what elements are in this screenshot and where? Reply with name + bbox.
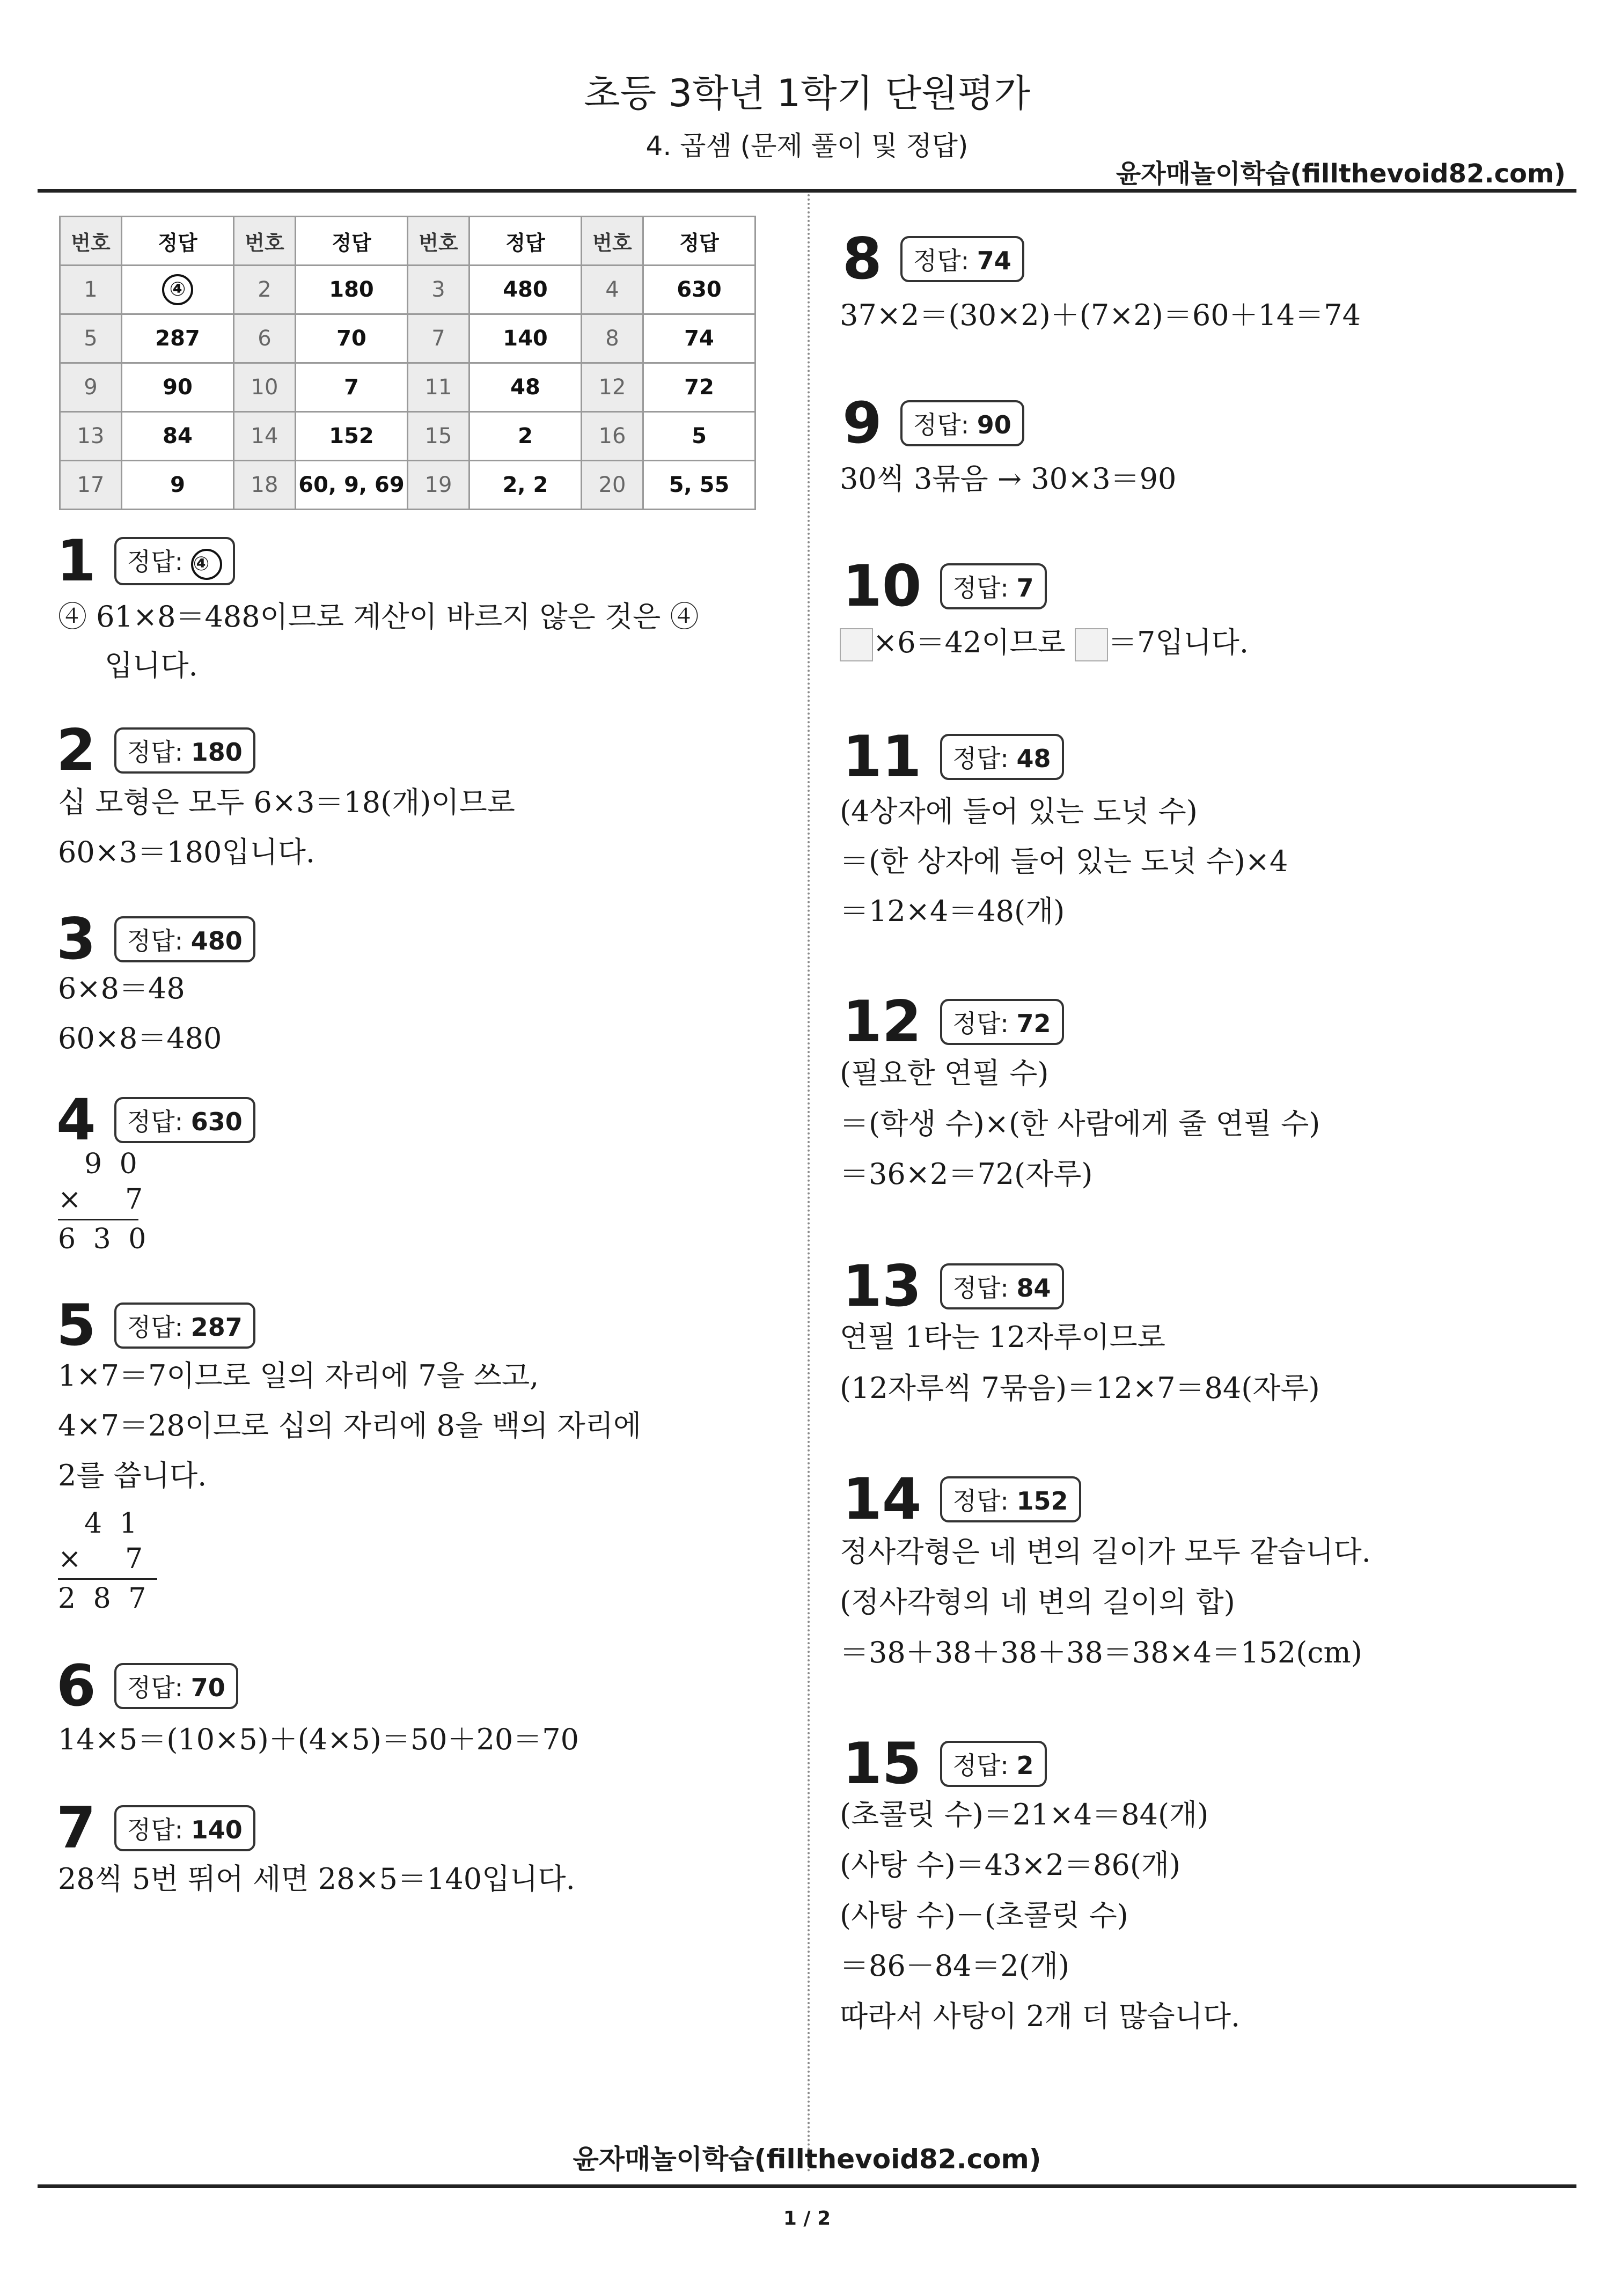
blank-box [1075, 628, 1108, 661]
answer-table-header [60, 217, 755, 266]
table-cell: 13 [60, 412, 122, 461]
answer-value: 2 [1016, 1751, 1034, 1780]
table-header-cell: 번호 [582, 217, 643, 266]
answer-box [114, 1097, 255, 1143]
table-row [60, 461, 755, 510]
solution-line: (12자루씩 7묶음)＝12×7＝84(자루) [840, 1371, 1320, 1405]
table-row [60, 363, 755, 412]
table-cell: 17 [60, 461, 122, 510]
answer-label: 정답: [952, 1751, 1017, 1780]
vertical-calc-row: 9 0 [58, 1148, 142, 1180]
table-cell: 630 [643, 266, 755, 314]
problem-14-heading [842, 1466, 1081, 1532]
problem-3-heading [56, 906, 255, 972]
solution-line: 60×3＝180입니다. [58, 835, 316, 869]
table-cell: 2, 2 [469, 461, 582, 510]
vertical-calc-row: × 7 [58, 1183, 148, 1216]
answer-label: 정답: [127, 926, 191, 955]
blank-box [840, 628, 873, 661]
solution-line: 연필 1타는 12자루이므로 [840, 1320, 1165, 1354]
solution-line: 입니다. [105, 649, 198, 682]
table-cell: 6 [234, 314, 296, 363]
answer-value: 70 [190, 1673, 225, 1702]
page-number: 1 / 2 [783, 2207, 831, 2229]
answer-value: 630 [190, 1107, 243, 1136]
table-cell: 2 [234, 266, 296, 314]
answer-label: 정답: [127, 1107, 191, 1136]
answer-value: 72 [1016, 1009, 1051, 1038]
table-cell: 152 [296, 412, 408, 461]
solution-line: 따라서 사탕이 2개 더 많습니다. [840, 1999, 1241, 2033]
answer-label: 정답: [127, 1815, 191, 1844]
problem-number: 8 [842, 226, 882, 292]
table-cell: 11 [408, 363, 469, 412]
problem-number: 3 [56, 906, 96, 972]
answer-value: 140 [190, 1815, 243, 1844]
answer-box [940, 1263, 1064, 1309]
answer-value: 287 [190, 1313, 243, 1342]
table-cell: 180 [296, 266, 408, 314]
solution-line: (초콜릿 수)＝21×4＝84(개) [840, 1798, 1209, 1831]
solution-line: 십 모형은 모두 6×3＝18(개)이므로 [58, 785, 515, 819]
answer-label: 정답: [952, 1486, 1017, 1515]
solution-line: (4상자에 들어 있는 도넛 수) [840, 794, 1198, 828]
problem-12-heading [842, 989, 1064, 1055]
table-row [60, 266, 755, 314]
table-cell [122, 266, 234, 314]
table-cell: 5 [643, 412, 755, 461]
table-cell: 9 [122, 461, 234, 510]
problem-number: 6 [56, 1653, 96, 1719]
solution-line [840, 620, 1249, 661]
problem-number: 1 [56, 528, 96, 594]
solution-line: 30씩 3묶음 → 30×3＝90 [840, 462, 1177, 496]
answer-box [940, 1741, 1047, 1787]
table-cell: 287 [122, 314, 234, 363]
table-cell: 8 [582, 314, 643, 363]
circled-answer: ④ [162, 274, 193, 305]
answer-box [940, 734, 1064, 780]
table-cell: 14 [234, 412, 296, 461]
table-header-cell: 정답 [643, 217, 755, 266]
table-cell: 74 [643, 314, 755, 363]
answer-box [940, 563, 1047, 609]
solution-line: ＝36×2＝72(자루) [840, 1157, 1093, 1191]
solution-line: ＝12×4＝48(개) [840, 894, 1065, 928]
table-cell: 5 [60, 314, 122, 363]
solution-line: ＝86－84＝2(개) [840, 1949, 1070, 1983]
table-cell: 4 [582, 266, 643, 314]
answer-value: 74 [977, 246, 1011, 275]
solution-line: 6×8＝48 [58, 972, 185, 1005]
column-divider [808, 194, 810, 2174]
table-cell: 84 [122, 412, 234, 461]
table-cell: 7 [296, 363, 408, 412]
answer-value: 180 [190, 738, 243, 767]
answer-value: 7 [1016, 573, 1034, 602]
solution-line: 정사각형은 네 변의 길이가 모두 같습니다. [840, 1535, 1371, 1569]
table-cell: 70 [296, 314, 408, 363]
table-row [60, 314, 755, 363]
table-cell: 15 [408, 412, 469, 461]
problem-4-heading [56, 1087, 255, 1153]
answer-box [900, 236, 1024, 282]
answer-label: 정답: [952, 573, 1017, 602]
solution-line: ＝38＋38＋38＋38＝38×4＝152(cm) [840, 1636, 1362, 1669]
circled-answer: ④ [191, 549, 222, 580]
answer-box [114, 1302, 255, 1349]
solution-line: (사탕 수)－(초콜릿 수) [840, 1898, 1128, 1932]
solution-line: ＝(학생 수)×(한 사람에게 줄 연필 수) [840, 1107, 1320, 1140]
answer-label: 정답: [952, 1009, 1017, 1038]
table-cell: 7 [408, 314, 469, 363]
solution-text: ＝7입니다. [1107, 625, 1249, 659]
solution-line: 14×5＝(10×5)＋(4×5)＝50＋20＝70 [58, 1723, 579, 1756]
solution-line: 2를 씁니다. [58, 1459, 207, 1492]
problem-number: 15 [842, 1731, 922, 1797]
problem-number: 9 [842, 390, 882, 456]
table-cell: 48 [469, 363, 582, 412]
answer-box [114, 1663, 238, 1709]
table-cell: 1 [60, 266, 122, 314]
table-cell: 3 [408, 266, 469, 314]
answer-box [114, 1805, 255, 1851]
solution-line: (사탕 수)＝43×2＝86(개) [840, 1848, 1181, 1882]
answer-value: 90 [977, 410, 1011, 439]
answer-label: 정답: [952, 744, 1017, 773]
table-cell: 480 [469, 266, 582, 314]
table-header-cell: 정답 [122, 217, 234, 266]
answer-label: 정답: [127, 738, 191, 767]
site-credit-bottom: 윤자매놀이학습(fillthevoid82.com) [573, 2144, 1041, 2175]
answer-label: 정답: [913, 246, 977, 275]
calc-underline [58, 1578, 157, 1580]
problem-number: 11 [842, 724, 922, 790]
problem-10-heading [842, 553, 1047, 619]
page-title: 초등 3학년 1학기 단원평가 [583, 71, 1031, 115]
table-cell: 10 [234, 363, 296, 412]
answer-label: 정답: [127, 547, 191, 576]
vertical-calc-row: 4 1 [58, 1507, 142, 1540]
header-rule [38, 189, 1576, 193]
table-cell: 18 [234, 461, 296, 510]
problem-7-heading [56, 1795, 255, 1861]
answer-box [900, 400, 1024, 446]
calc-underline [58, 1219, 138, 1220]
answer-label: 정답: [127, 1313, 191, 1342]
solution-line: 4×7＝28이므로 십의 자리에 8을 백의 자리에 [58, 1409, 642, 1443]
table-cell: 19 [408, 461, 469, 510]
table-cell: 72 [643, 363, 755, 412]
problem-number: 4 [56, 1087, 96, 1153]
problem-number: 14 [842, 1466, 922, 1532]
answer-box [114, 916, 255, 962]
table-row [60, 412, 755, 461]
table-header-cell: 정답 [296, 217, 408, 266]
table-cell: 2 [469, 412, 582, 461]
table-cell: 5, 55 [643, 461, 755, 510]
table-header-cell: 번호 [408, 217, 469, 266]
table-header-cell: 번호 [60, 217, 122, 266]
answer-box [940, 999, 1064, 1045]
problem-1-heading [56, 528, 235, 594]
page-subtitle: 4. 곱셈 (문제 풀이 및 정답) [645, 130, 969, 161]
problem-number: 13 [842, 1253, 922, 1319]
answer-value: 48 [1016, 744, 1051, 773]
problem-2-heading [56, 717, 255, 783]
table-cell: 16 [582, 412, 643, 461]
answer-box [114, 537, 235, 585]
table-cell: 12 [582, 363, 643, 412]
table-header-cell: 번호 [234, 217, 296, 266]
answer-value: 480 [190, 926, 243, 955]
solution-line: (필요한 연필 수) [840, 1056, 1049, 1090]
problem-11-heading [842, 724, 1064, 790]
problem-5-heading [56, 1292, 255, 1358]
answer-box [940, 1476, 1081, 1522]
problem-8-heading [842, 226, 1024, 292]
problem-number: 2 [56, 717, 96, 783]
solution-line: 60×8＝480 [58, 1021, 222, 1055]
problem-15-heading [842, 1731, 1047, 1797]
problem-number: 12 [842, 989, 922, 1055]
table-cell: 20 [582, 461, 643, 510]
answer-label: 정답: [913, 410, 977, 439]
answer-value: 152 [1016, 1486, 1068, 1515]
problem-number: 10 [842, 553, 922, 619]
footer-rule [38, 2184, 1576, 2188]
table-cell: 90 [122, 363, 234, 412]
answer-value: 84 [1016, 1274, 1051, 1302]
table-cell: 9 [60, 363, 122, 412]
answer-label: 정답: [127, 1673, 191, 1702]
table-header-cell: 정답 [469, 217, 582, 266]
problem-number: 5 [56, 1292, 96, 1358]
table-cell: 60, 9, 69 [296, 461, 408, 510]
problem-6-heading [56, 1653, 238, 1719]
vertical-calc-row: 2 8 7 [58, 1583, 151, 1615]
table-cell: 140 [469, 314, 582, 363]
solution-text: ×6＝42이므로 [873, 625, 1066, 659]
solution-line: ＝(한 상자에 들어 있는 도넛 수)×4 [840, 844, 1288, 878]
vertical-calc-row: 6 3 0 [58, 1223, 151, 1255]
vertical-calc-row: × 7 [58, 1543, 148, 1575]
answer-table [59, 216, 756, 510]
problem-13-heading [842, 1253, 1064, 1319]
solution-line: 37×2＝(30×2)＋(7×2)＝60＋14＝74 [840, 298, 1361, 332]
answer-box [114, 727, 255, 774]
site-credit-top: 윤자매놀이학습(fillthevoid82.com) [1116, 159, 1566, 189]
solution-line: ④ 61×8＝488이므로 계산이 바르지 않은 것은 ④ [58, 600, 699, 634]
answer-label: 정답: [952, 1274, 1017, 1302]
solution-line: 28씩 5번 뛰어 세면 28×5＝140입니다. [58, 1862, 575, 1896]
solution-line: (정사각형의 네 변의 길이의 합) [840, 1585, 1235, 1619]
problem-number: 7 [56, 1795, 96, 1861]
solution-line: 1×7＝7이므로 일의 자리에 7을 쓰고, [58, 1359, 539, 1393]
problem-9-heading [842, 390, 1024, 456]
